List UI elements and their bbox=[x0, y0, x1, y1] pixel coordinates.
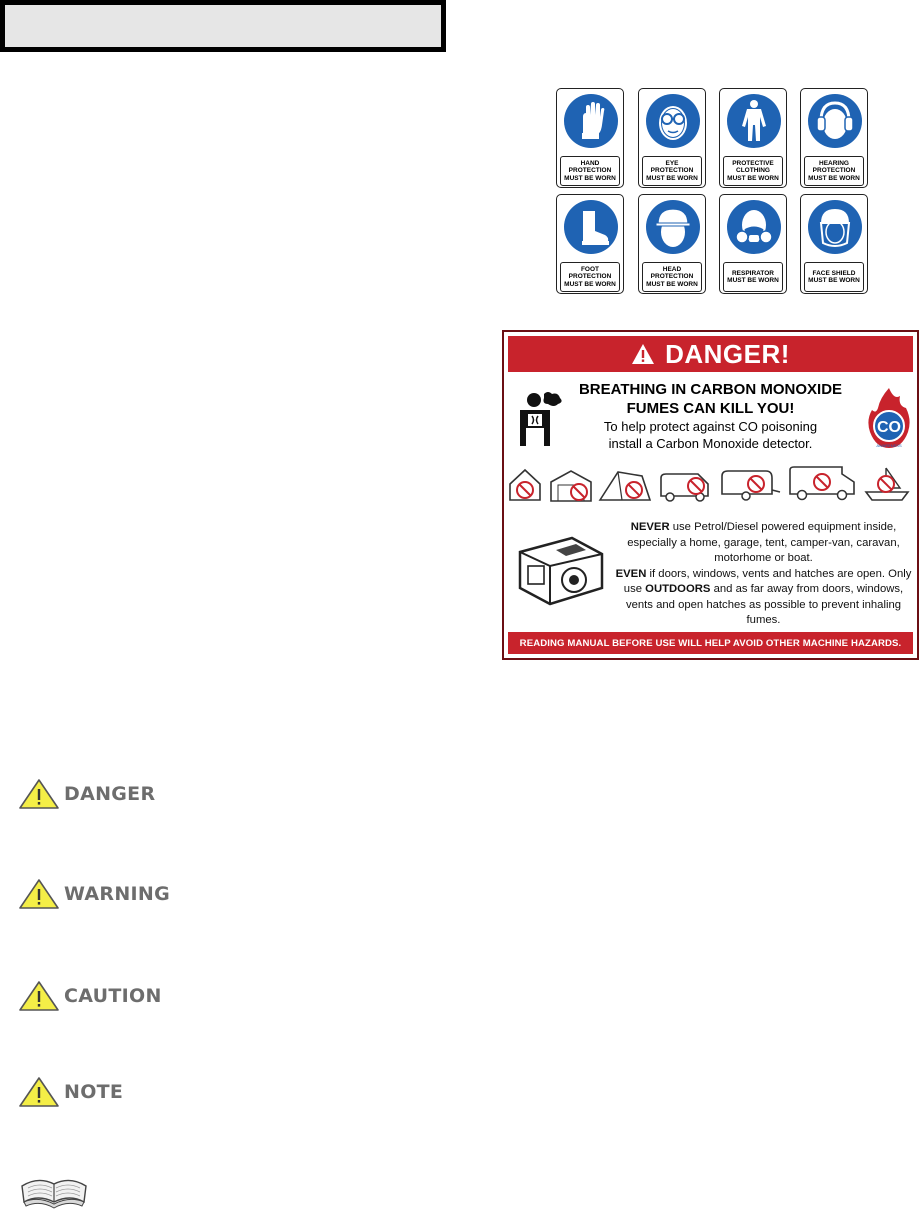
ppe-label: HEAD PROTECTION MUST BE WORN bbox=[642, 262, 702, 292]
co-awareness-badge bbox=[864, 386, 914, 452]
co-sign-headline: BREATHING IN CARBON MONOXIDE FUMES CAN KILL YOU! bbox=[578, 381, 843, 417]
co-danger-sign bbox=[502, 330, 919, 660]
ppe-label: RESPIRATOR MUST BE WORN bbox=[723, 262, 783, 292]
signal-danger bbox=[18, 778, 155, 810]
co-sign-header bbox=[508, 336, 913, 372]
signal-danger-label: DANGER bbox=[64, 783, 156, 805]
co-sign-body bbox=[614, 520, 913, 629]
ppe-label: HAND PROTECTION MUST BE WORN bbox=[560, 156, 620, 186]
motorhome-prohibited-icon bbox=[786, 464, 858, 504]
gloves-icon bbox=[563, 93, 619, 149]
even-text: if doors, windows, vents and hatches are open. bbox=[646, 567, 886, 580]
warning-triangle-icon bbox=[18, 980, 60, 1012]
ppe-sign-hand bbox=[556, 88, 624, 188]
ppe-sign-face-shield bbox=[800, 194, 868, 294]
ppe-signs-grid bbox=[550, 84, 874, 298]
boot-icon bbox=[563, 199, 619, 255]
respirator-icon bbox=[726, 199, 782, 255]
person-inhaling-icon bbox=[514, 388, 568, 450]
co-badge-text: CO bbox=[877, 419, 901, 436]
house-prohibited-icon bbox=[506, 466, 544, 504]
ppe-label: PROTECTIVE CLOTHING MUST BE WORN bbox=[723, 156, 783, 186]
even-word: EVEN bbox=[615, 567, 647, 580]
signal-note-label: NOTE bbox=[64, 1081, 124, 1103]
ppe-label: EYE PROTECTION MUST BE WORN bbox=[642, 156, 702, 186]
header-box-fill bbox=[5, 5, 441, 47]
ppe-sign-hearing bbox=[800, 88, 868, 188]
warning-triangle-icon bbox=[18, 1076, 60, 1108]
hard-hat-icon bbox=[645, 199, 701, 255]
co-sign-subline: To help protect against CO poisoning install a Carbon Monoxide detector. bbox=[603, 419, 818, 451]
co-sign-header-text: DANGER! bbox=[665, 338, 790, 369]
garage-prohibited-icon bbox=[548, 468, 594, 504]
only-text: Only use bbox=[623, 567, 912, 595]
generator-icon bbox=[512, 530, 608, 610]
ppe-label: HEARING PROTECTION MUST BE WORN bbox=[804, 156, 864, 186]
warning-triangle-icon bbox=[631, 343, 655, 365]
outdoors-text: and as far away from doors, windows, vents and open hatches as possible to prevent inhaling fumes. bbox=[625, 583, 904, 626]
goggles-icon bbox=[645, 93, 701, 149]
ppe-sign-clothing bbox=[719, 88, 787, 188]
signal-caution bbox=[18, 980, 162, 1012]
signal-warning bbox=[18, 878, 170, 910]
ppe-sign-head bbox=[638, 194, 706, 294]
ppe-sign-foot bbox=[556, 194, 624, 294]
boat-prohibited-icon bbox=[864, 464, 910, 504]
ear-muffs-icon bbox=[807, 93, 863, 149]
never-text: use Petrol/Diesel powered equipment inside, especially a home, garage, tent, camper-van, caravan, motorhome or boat. bbox=[627, 521, 900, 564]
ppe-sign-respirator bbox=[719, 194, 787, 294]
ppe-label: FOOT PROTECTION MUST BE WORN bbox=[560, 262, 620, 292]
coverall-icon bbox=[726, 93, 782, 149]
warning-triangle-icon bbox=[18, 878, 60, 910]
co-badge-caption: AWARENESS bbox=[876, 443, 902, 448]
ppe-sign-eye bbox=[638, 88, 706, 188]
never-word: NEVER bbox=[630, 521, 670, 533]
co-sign-footer: READING MANUAL BEFORE USE WILL HELP AVOID OTHER MACHINE HAZARDS. bbox=[508, 632, 913, 654]
signal-note bbox=[18, 1076, 123, 1108]
signal-caution-label: CAUTION bbox=[64, 985, 162, 1007]
ppe-label: FACE SHIELD MUST BE WORN bbox=[804, 262, 864, 292]
tent-prohibited-icon bbox=[598, 466, 652, 504]
open-book-icon bbox=[18, 1170, 90, 1210]
caravan-prohibited-icon bbox=[716, 468, 782, 504]
warning-triangle-icon bbox=[18, 778, 60, 810]
outdoors-word: OUTDOORS bbox=[645, 583, 711, 595]
camper-van-prohibited-icon bbox=[658, 470, 712, 504]
signal-warning-label: WARNING bbox=[64, 883, 171, 905]
header-box bbox=[0, 0, 446, 52]
face-shield-icon bbox=[807, 199, 863, 255]
